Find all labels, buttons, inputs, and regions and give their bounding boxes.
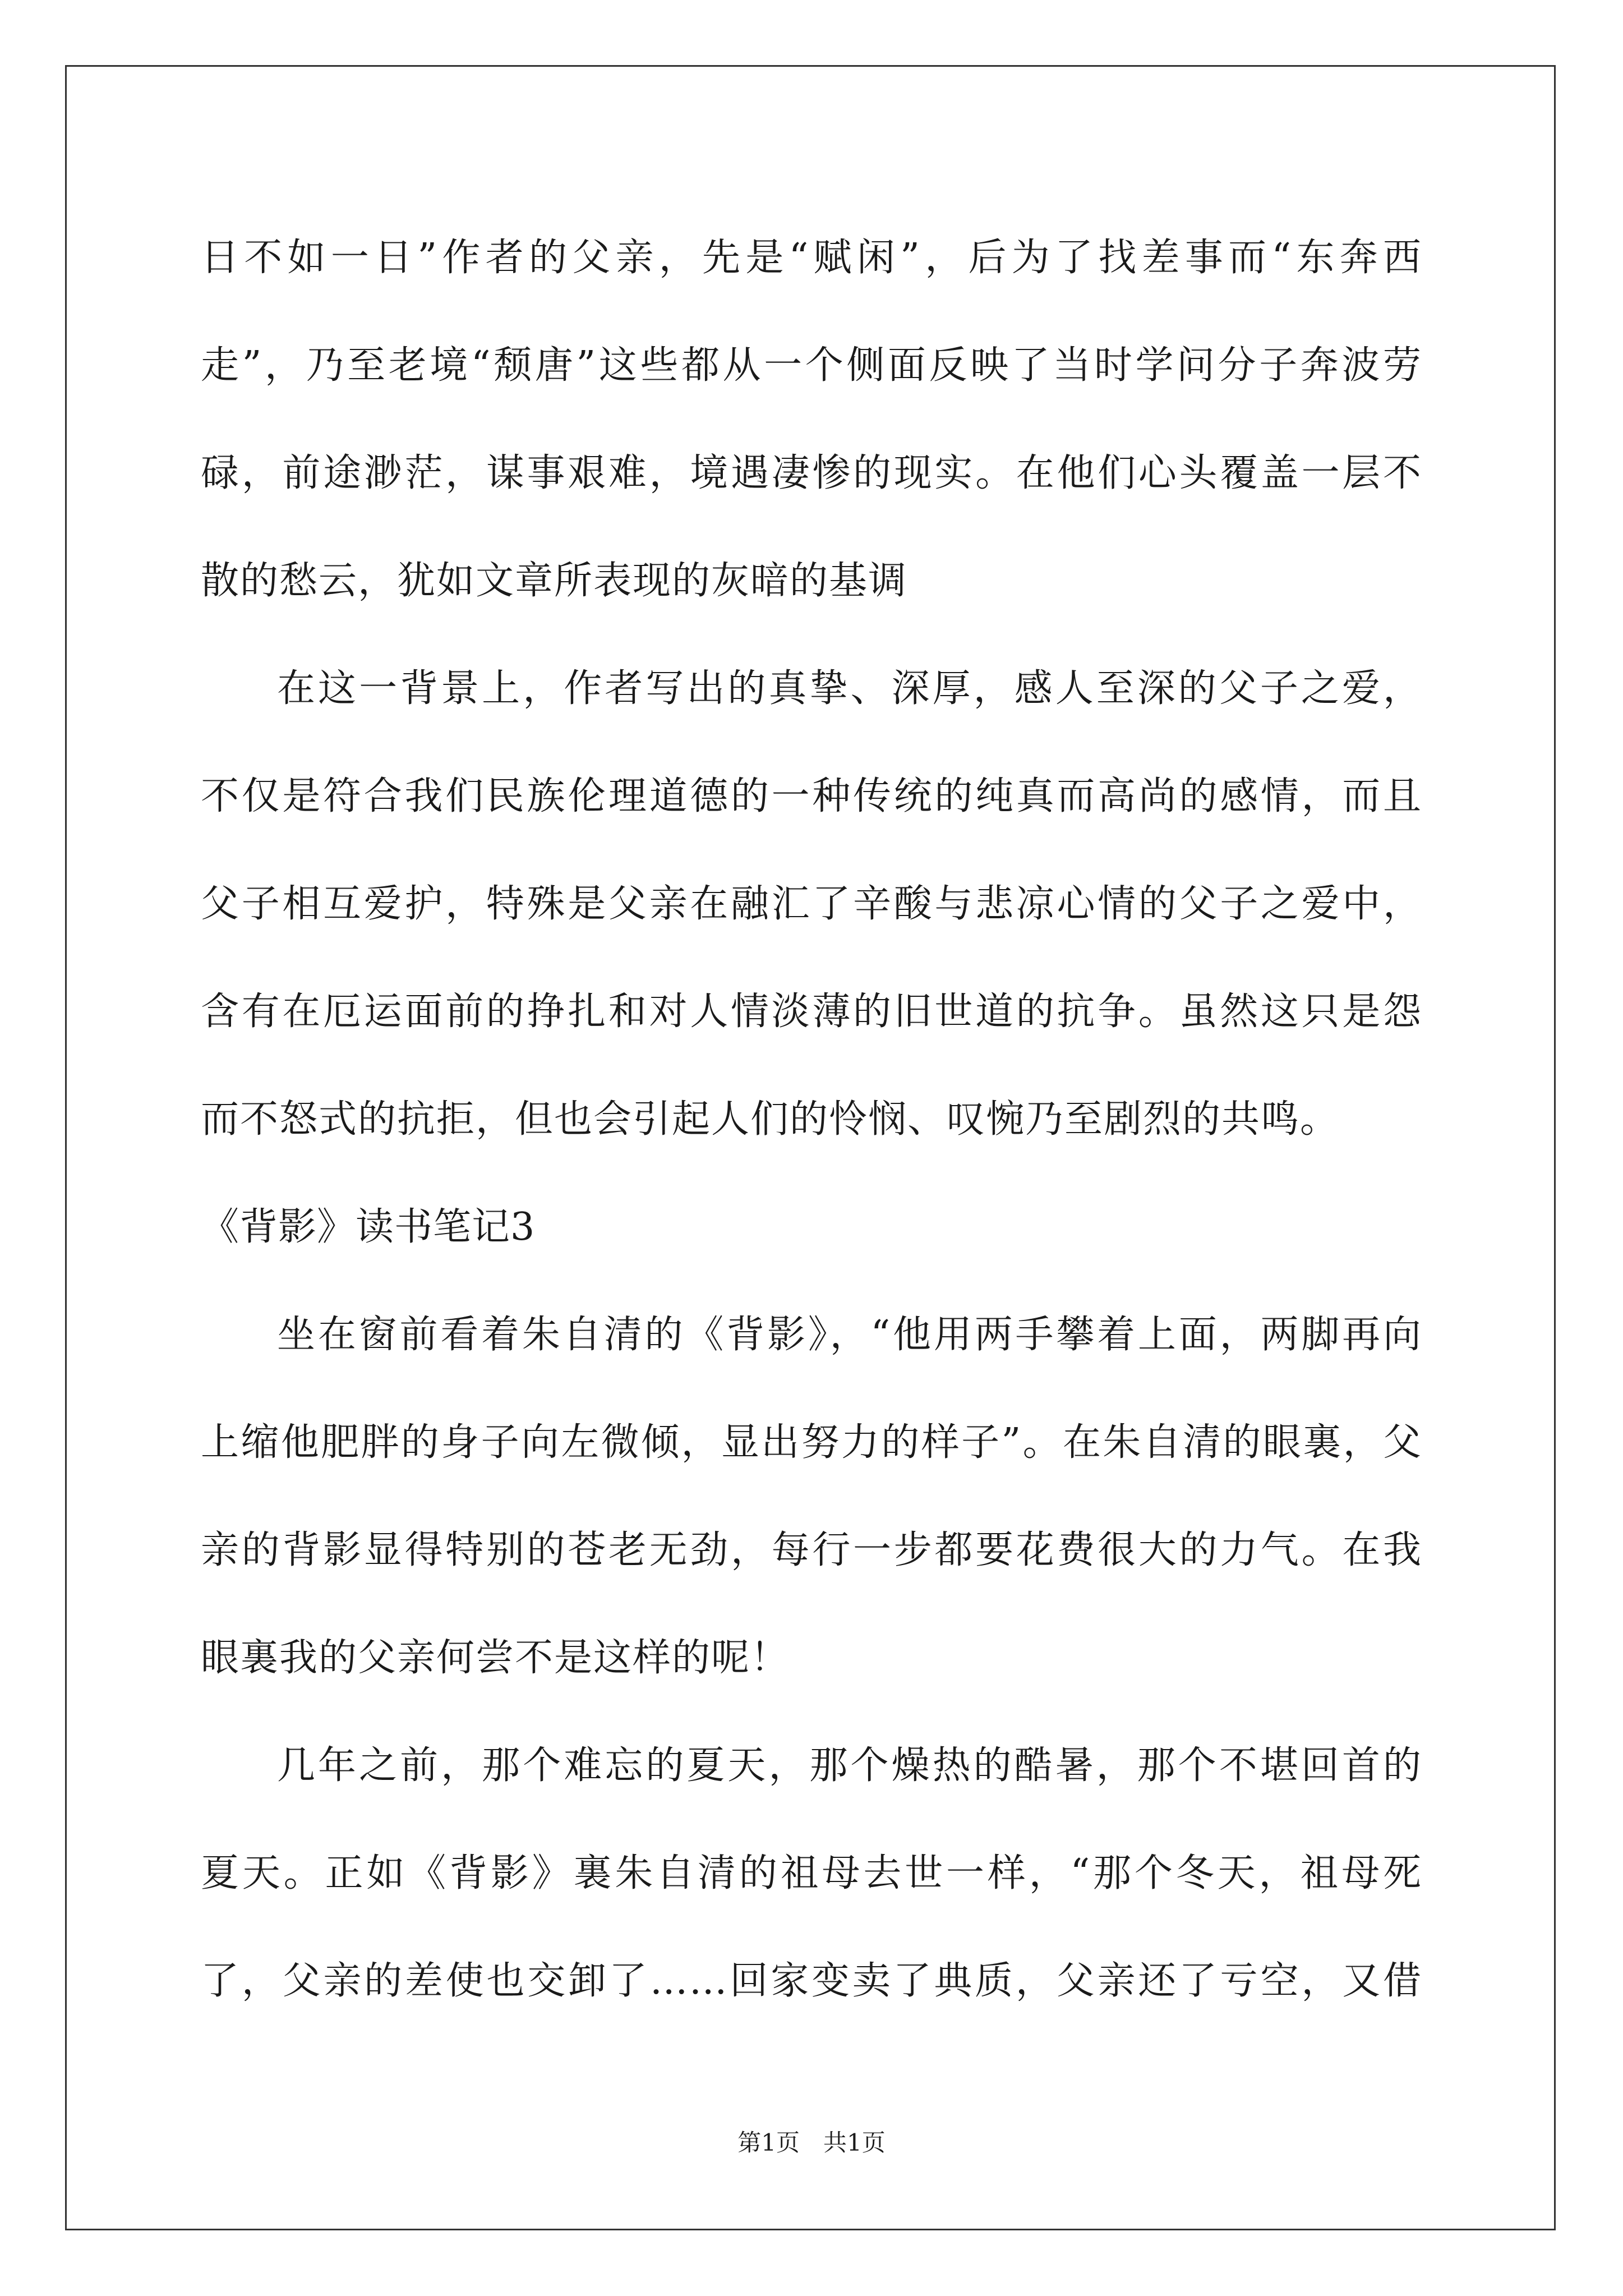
text-line: 走”，乃至老境“颓唐”这些都从一个侧面反映了当时学问分子奔波劳 (201, 343, 1422, 388)
text-line: 上缩他肥胖的身子向左微倾，显出努力的样子”。在朱自清的眼裏，父 (201, 1420, 1422, 1465)
page-footer: 第1页 共1页 (737, 2129, 886, 2156)
text-line: 不仅是符合我们民族伦理道德的一种传统的纯真而高尚的感情，而且 (201, 774, 1422, 818)
text-line: 眼裏我的父亲何尝不是这样的呢！ (201, 1636, 790, 1680)
text-line: 碌，前途渺茫，谋事艰难，境遇凄惨的现实。在他们心头覆盖一层不 (201, 451, 1422, 495)
text-line: 而不怒式的抗拒，但也会引起人们的怜悯、叹惋乃至剧烈的共鸣。 (201, 1097, 1340, 1142)
text-line: 夏天。正如《背影》裏朱自清的祖母去世一样，“那个冬天，祖母死 (201, 1851, 1422, 1895)
paragraph-start-line: 几年之前，那个难忘的夏天，那个燥热的酷暑，那个不堪回首的 (277, 1743, 1422, 1788)
document-body (201, 216, 1422, 2047)
text-line: 父子相互爱护，特殊是父亲在融汇了辛酸与悲凉心情的父子之爱中， (201, 882, 1422, 926)
text-line: 含有在厄运面前的挣扎和对人情淡薄的旧世道的抗争。虽然这只是怨 (201, 990, 1422, 1034)
paragraph-start-line: 在这一背景上，作者写出的真挚、深厚，感人至深的父子之爱， (277, 666, 1422, 711)
paragraph-start-line: 坐在窗前看着朱自清的《背影》，“他用两手攀着上面，两脚再向 (277, 1313, 1422, 1357)
text-line: 了，父亲的差使也交卸了……回家变卖了典质，父亲还了亏空，又借 (201, 1959, 1422, 2003)
section-heading: 《背影》读书笔记3 (201, 1205, 536, 1249)
text-line: 散的愁云，犹如文章所表现的灰暗的基调 (201, 559, 908, 603)
text-line: 日不如一日”作者的父亲，先是“赋闲”，后为了找差事而“东奔西 (201, 236, 1422, 280)
text-line: 亲的背影显得特别的苍老无劲，每行一步都要花费很大的力气。在我 (201, 1528, 1422, 1572)
